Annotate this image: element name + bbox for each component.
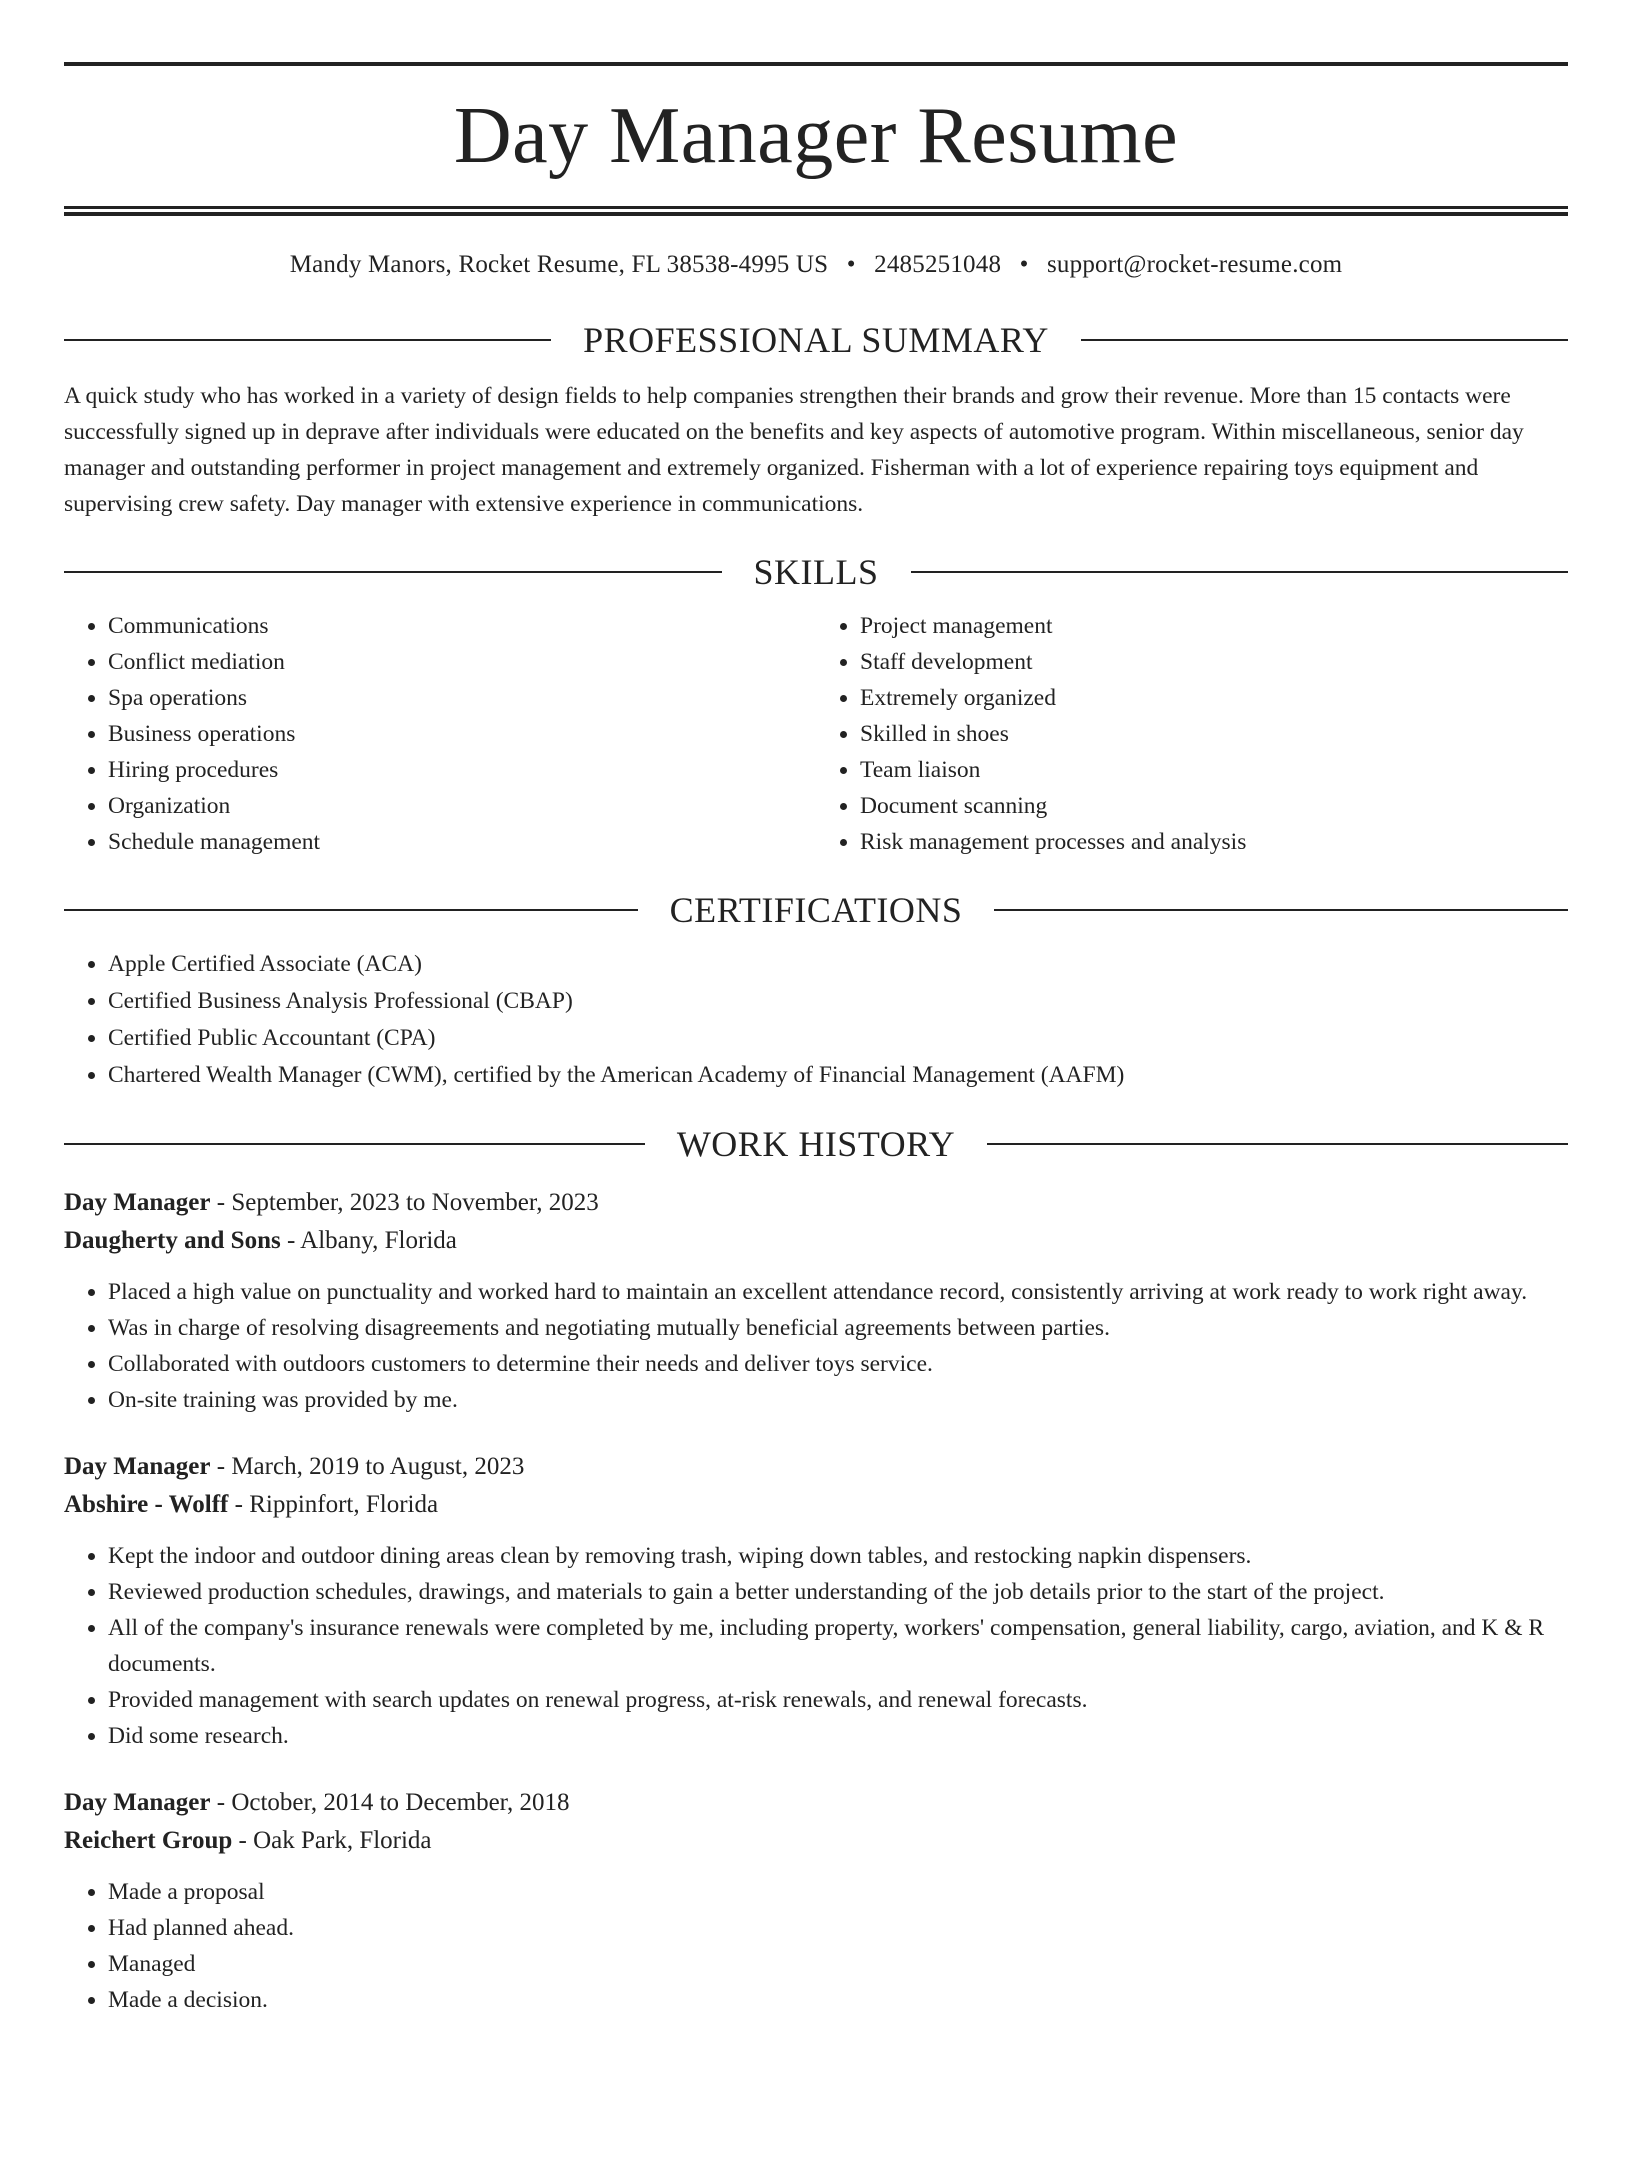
contact-phone: 2485251048 (874, 251, 1002, 278)
job-company-line (64, 1222, 1568, 1260)
job-bullets (64, 1874, 1568, 2018)
section-heading-summary (64, 320, 1568, 360)
section-heading-certifications (64, 890, 1568, 930)
job-dates: - March, 2019 to August, 2023 (210, 1453, 525, 1480)
job-bullet: • Made a decision. (108, 1982, 1568, 2018)
resume-page (0, 62, 1632, 2174)
skill-item: • Extremely organized (860, 680, 1568, 716)
job-entry (64, 1784, 1568, 2018)
section-title-summary: PROFESSIONAL SUMMARY (583, 320, 1049, 360)
job-bullet: • Had planned ahead. (108, 1910, 1568, 1946)
job-bullet: • Was in charge of resolving disagreements and negotiating mutually beneficial agreements between parties. (108, 1310, 1568, 1346)
heading-rule (64, 339, 551, 341)
contact-address: Mandy Manors, Rocket Resume, FL 38538-4995 US (289, 251, 829, 278)
section-title-certifications: CERTIFICATIONS (669, 890, 963, 930)
certification-item: • Chartered Wealth Manager (CWM), certified by the American Academy of Financial Management (AAFM) (108, 1057, 1568, 1094)
job-company: Daugherty and Sons (64, 1227, 281, 1254)
skill-item: • Staff development (860, 644, 1568, 680)
job-dates: - September, 2023 to November, 2023 (210, 1189, 599, 1216)
skill-item: • Team liaison (860, 752, 1568, 788)
job-company-line (64, 1822, 1568, 1860)
section-heading-work (64, 1124, 1568, 1164)
job-company: Reichert Group (64, 1827, 233, 1854)
certifications-list (64, 946, 1568, 1094)
job-company: Abshire - Wolff (64, 1491, 229, 1518)
job-bullet: • Did some research. (108, 1718, 1568, 1754)
job-bullet: • Provided management with search updates on renewal progress, at-risk renewals, and renewal forecasts. (108, 1682, 1568, 1718)
top-rule (64, 62, 1568, 66)
contact-email: support@rocket-resume.com (1047, 251, 1343, 278)
skills-list (64, 608, 1568, 860)
skill-item: • Business operations (108, 716, 816, 752)
heading-rule (987, 1143, 1568, 1145)
section-title-work: WORK HISTORY (676, 1124, 956, 1164)
title-double-rule (64, 206, 1568, 216)
section-heading-skills (64, 552, 1568, 592)
contact-separator: • (846, 251, 856, 278)
skill-item: • Communications (108, 608, 816, 644)
job-location: - Oak Park, Florida (232, 1827, 432, 1854)
skill-item: • Document scanning (860, 788, 1568, 824)
job-bullet: • All of the company's insurance renewals were completed by me, including property, workers' compensation, general liability, cargo, aviation, and K & R documents. (108, 1610, 1568, 1682)
job-bullet: • On-site training was provided by me. (108, 1382, 1568, 1418)
heading-rule (64, 1143, 645, 1145)
skills-column-left (64, 608, 816, 860)
section-title-skills: SKILLS (753, 552, 879, 592)
skill-item: • Conflict mediation (108, 644, 816, 680)
certification-item: • Certified Public Accountant (CPA) (108, 1020, 1568, 1057)
job-location: - Albany, Florida (280, 1227, 457, 1254)
job-title-line (64, 1184, 1568, 1222)
summary-paragraph: A quick study who has worked in a variety of design fields to help companies strengthen their brands and grow their revenue. More than 15 contacts were successfully signed up in deprave after individuals were educated on the benefits and key aspects of automotive program. Within miscellaneous, senior day manager and outstanding performer in project management and extremely organized. Fisherman with a lot of experience repairing toys equipment and supervising crew safety. Day manager with extensive experience in communications. (64, 383, 1524, 517)
job-entry (64, 1448, 1568, 1754)
skill-item: • Hiring procedures (108, 752, 816, 788)
job-bullet: • Reviewed production schedules, drawings, and materials to gain a better understanding of the job details prior to the start of the project. (108, 1574, 1568, 1610)
job-bullet: • Made a proposal (108, 1874, 1568, 1910)
job-role: Day Manager (64, 1789, 211, 1816)
skill-item: • Organization (108, 788, 816, 824)
job-location: - Rippinfort, Florida (228, 1491, 439, 1518)
heading-rule (64, 571, 722, 573)
job-bullet: • Collaborated with outdoors customers to determine their needs and deliver toys service. (108, 1346, 1568, 1382)
heading-rule (911, 571, 1569, 573)
heading-rule (64, 909, 638, 911)
job-dates: - October, 2014 to December, 2018 (210, 1789, 570, 1816)
skills-column-right (816, 608, 1568, 860)
job-role: Day Manager (64, 1189, 211, 1216)
skill-item: • Spa operations (108, 680, 816, 716)
page-title: Day Manager Resume (453, 92, 1179, 180)
job-title-line (64, 1448, 1568, 1486)
job-bullets (64, 1274, 1568, 1418)
job-bullet: • Kept the indoor and outdoor dining areas clean by removing trash, wiping down tables, and restocking napkin dispensers. (108, 1538, 1568, 1574)
job-bullet: • Managed (108, 1946, 1568, 1982)
skill-item: • Project management (860, 608, 1568, 644)
skill-item: • Schedule management (108, 824, 816, 860)
heading-rule (1081, 339, 1568, 341)
job-bullets (64, 1538, 1568, 1754)
job-entry (64, 1184, 1568, 1418)
skill-item: • Skilled in shoes (860, 716, 1568, 752)
job-company-line (64, 1486, 1568, 1524)
contact-line (64, 250, 1568, 280)
job-bullet: • Placed a high value on punctuality and worked hard to maintain an excellent attendance record, consistently arriving at work ready to work right away. (108, 1274, 1568, 1310)
job-role: Day Manager (64, 1453, 211, 1480)
certification-item: • Apple Certified Associate (ACA) (108, 946, 1568, 983)
skill-item: • Risk management processes and analysis (860, 824, 1568, 860)
contact-separator: • (1019, 251, 1029, 278)
heading-rule (994, 909, 1568, 911)
job-title-line (64, 1784, 1568, 1822)
certification-item: • Certified Business Analysis Professional (CBAP) (108, 983, 1568, 1020)
